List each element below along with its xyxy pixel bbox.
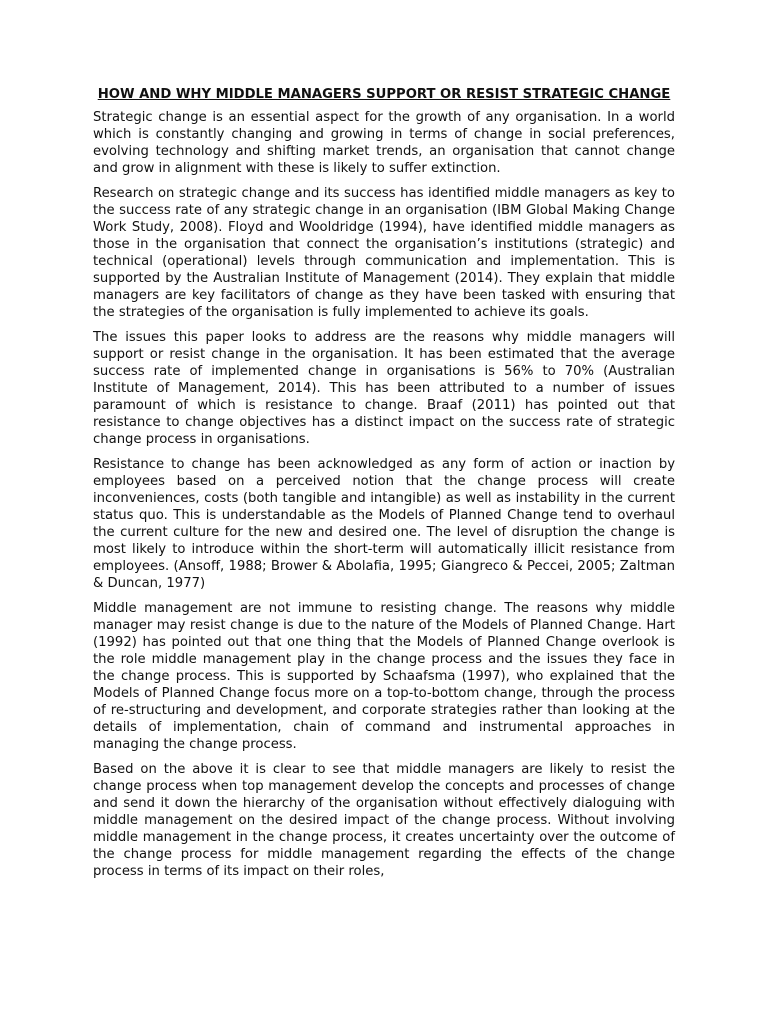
paragraph-4: Resistance to change has been acknowledged as any form of action or inaction by employees based on a perceived notion that the change process will create inconveniences, costs (both tangible and intangible) as well as instability in the current status quo. This is understandable as the Models of Planned Change tend to overhaul the current culture for the new and desired one. The level of disruption the change is most likely to introduce within the short-term will automatically illicit resistance from employees. (Ansoff, 1988; Brower & Abolafia, 1995; Giangreco & Peccei, 2005; Zaltman & Duncan, 1977): [93, 457, 675, 591]
paragraph-1: Strategic change is an essential aspect for the growth of any organisation. In a world which is constantly changing and growing in terms of change in social preferences, evolving technology and shifting market trends, an organisation that cannot change and grow in alignment with these is likely to suffer extinction.: [93, 110, 675, 176]
paragraph-3: The issues this paper looks to address are the reasons why middle managers will support or resist change in the organisation. It has been estimated that the average success rate of implemented change in organisations is 56% to 70% (Australian Institute of Management, 2014). This has been attributed to a number of issues paramount of which is resistance to change. Braaf (2011) has pointed out that resistance to change objectives has a distinct impact on the success rate of strategic change process in organisations.: [93, 330, 675, 447]
document-title: HOW AND WHY MIDDLE MANAGERS SUPPORT OR RESIST STRATEGIC CHANGE: [97, 87, 671, 102]
paragraph-2: Research on strategic change and its success has identified middle managers as key to the success rate of any strategic change in an organisation (IBM Global Making Change Work Study, 2008). Floyd and Wooldridge (1994), have identified middle managers as those in the organisation that connect the organisation’s institutions (strategic) and technical (operational) levels through communication and implementation. This is supported by the Australian Institute of Management (2014). They explain that middle managers are key facilitators of change as they have been tasked with ensuring that the strategies of the organisation is fully implemented to achieve its goals.: [93, 186, 675, 320]
paragraph-5: Middle management are not immune to resisting change. The reasons why middle manager may resist change is due to the nature of the Models of Planned Change. Hart (1992) has pointed out that one thing that the Models of Planned Change overlook is the role middle management play in the change process and the issues they face in the change process. This is supported by Schaafsma (1997), who explained that the Models of Planned Change focus more on a top-to-bottom change, through the process of re-structuring and development, and corporate strategies rather than looking at the details of implementation, chain of command and instrumental approaches in managing the change process.: [93, 601, 675, 752]
document-page: [93, 86, 675, 888]
paragraph-6: Based on the above it is clear to see that middle managers are likely to resist the change process when top management develop the concepts and processes of change and send it down the hierarchy of the organisation without effectively dialoguing with middle management on the desired impact of the change process. Without involving middle management in the change process, it creates uncertainty over the outcome of the change process for middle management regarding the effects of the change process in terms of its impact on their roles,: [93, 762, 675, 879]
